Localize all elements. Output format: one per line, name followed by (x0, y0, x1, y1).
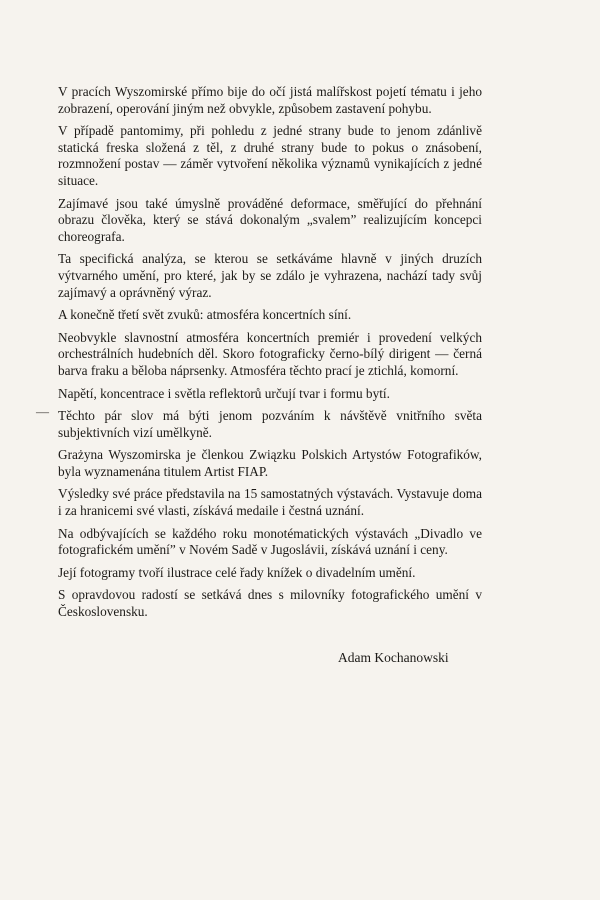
margin-mark: — (36, 404, 49, 419)
paragraph: Zajímavé jsou také úmyslně prováděné deformace, směřující do přehnání obrazu člověka, který se stává dokonalým „svalem” realizujícím koncepci choreografa. (58, 195, 482, 244)
paragraph: Napětí, koncentrace i světla reflektorů určují tvar i formu bytí. (58, 385, 390, 401)
paragraph: A konečně třetí svět zvuků: atmosféra koncertních síní. (58, 307, 352, 323)
paragraph: V pracích Wyszomirské přímo bije do očí jistá malířskost pojetí tématu i jeho zobrazení, operování jiným než obvykle, způsobem zastavení pohybu. (58, 84, 482, 116)
paragraph: Na odbývajících se každého roku monotématických výstavách „Divadlo ve fotografickém umění” v Novém Sadě v Jugoslávii, získává uznání i ceny. (58, 525, 482, 558)
body-text (58, 84, 482, 627)
paragraph: Její fotogramy tvoří ilustrace celé řady knížek o divadelním umění. (58, 564, 416, 580)
paragraph: Výsledky své práce představila na 15 samostatných výstavách. Vystavuje doma i za hranicemi své vlasti, získává medaile i čestná uznání. (58, 486, 482, 519)
paragraph: Grażyna Wyszomirska je členkou Związku Polskich Artystów Fotografików, byla wyznamenána titulem Artist FIAP. (58, 447, 482, 479)
paragraph: Neobvykle slavnostní atmosféra koncertních premiér i provedení velkých orchestrálních hudebních děl. Skoro fotograficky černo-bílý dirigent — černá barva fraku a běloba náprsenky. Atmosféra těchto prací je ztichlá, komorní. (58, 329, 482, 378)
paragraph: Ta specifická analýza, se kterou se setkáváme hlavně v jiných druzích výtvarného umění, pro které, jak by se zdálo je vyhrazena, nachází tady svůj zajímavý a oprávněný výraz. (58, 251, 482, 300)
paragraph: Těchto pár slov má býti jenom pozváním k návštěvě vnitřního světa subjektivních vizí umělkyně. (58, 408, 482, 440)
author-signature: Adam Kochanowski (338, 650, 449, 665)
paragraph: V případě pantomimy, při pohledu z jedné strany bude to jenom zdánlivě statická freska složená z těl, z druhé strany bude to pokus o znásobení, rozmnožení postav — záměr vytvoření několika významů vynikajících z jedné situace. (58, 123, 482, 188)
paragraph: S opravdovou radostí se setkává dnes s milovníky fotografického umění v Československu. (58, 587, 482, 620)
